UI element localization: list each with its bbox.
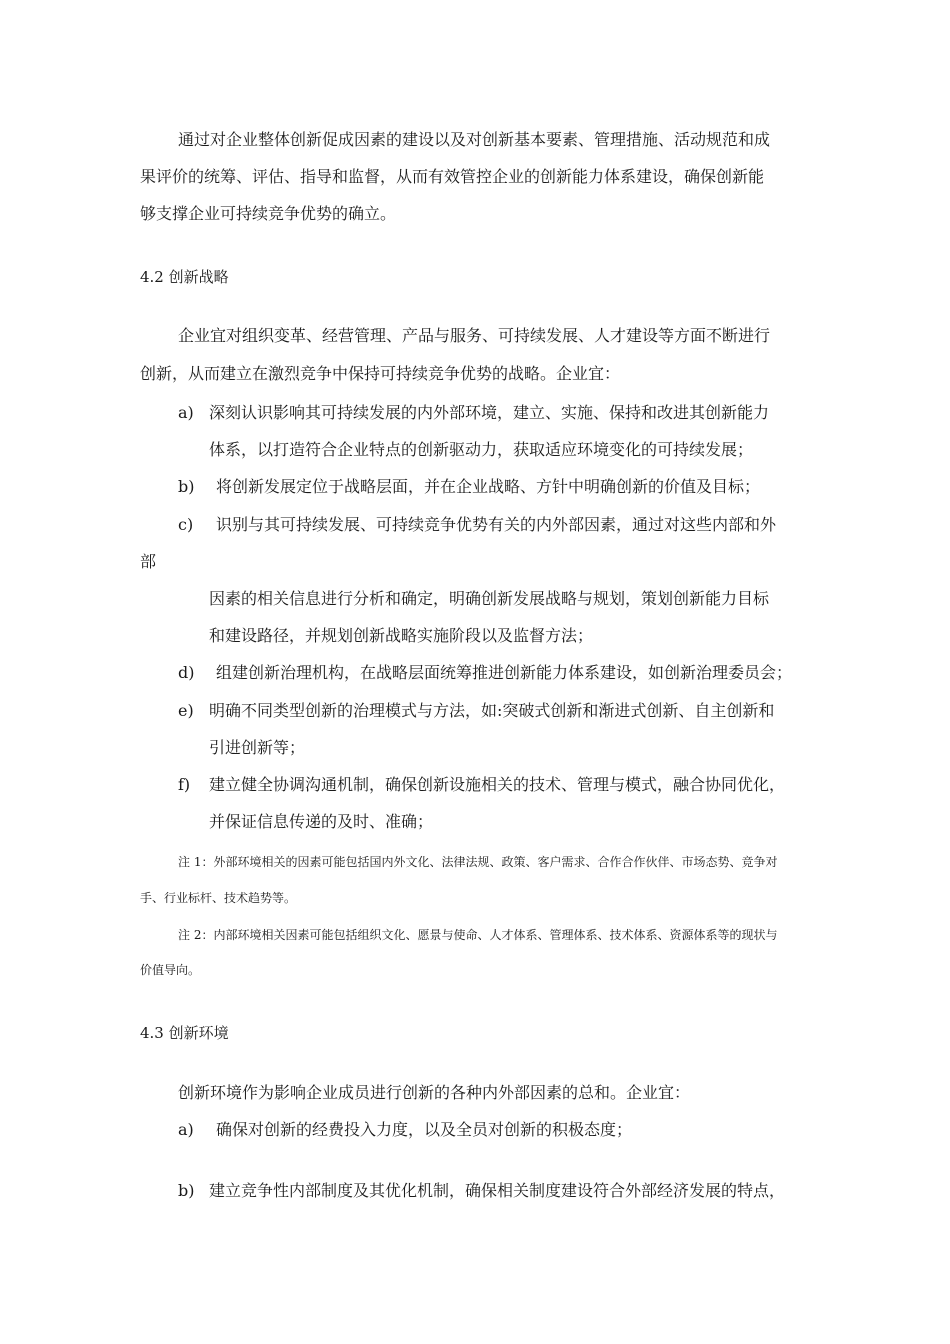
list-marker-f: f) [178,775,191,794]
list-item-b-line-1: 将创新发展定位于战略层面，并在企业战略、方针中明确创新的价值及目标； [216,477,761,496]
section-heading-4-2: 4.2 创新战略 [140,268,229,286]
list-marker-d: d) [178,663,195,682]
note-1-line-1: 注 1：外部环境相关的因素可能包括国内外文化、法律法规、政策、客户需求、合作合作伙伴、市场态势、竞争对 [178,855,778,869]
list-marker-b: b) [178,477,195,496]
note-1-line-2: 手、行业标杆、技术趋势等。 [140,891,297,905]
para-4-2-line-2: 创新，从而建立在激烈竞争中保持可持续竞争优势的战略。企业宜： [140,364,621,383]
intro-line-3: 够支撑企业可持续竞争优势的确立。 [140,204,397,223]
list-marker-4-3-b: b) [178,1181,195,1200]
list-item-e-line-2: 引进创新等； [209,738,306,757]
list-item-c-line-2: 部 [140,552,157,571]
list-item-f-line-1: 建立健全协调沟通机制，确保创新设施相关的技术、管理与模式，融合协同优化， [209,775,786,794]
intro-line-1: 通过对企业整体创新促成因素的建设以及对创新基本要素、管理措施、活动规范和成 [178,130,771,149]
list-marker-a: a) [178,403,194,422]
para-4-2-line-1: 企业宜对组织变革、经营管理、产品与服务、可持续发展、人才建设等方面不断进行 [178,326,771,345]
list-item-4-3-b-line-1: 建立竞争性内部制度及其优化机制，确保相关制度建设符合外部经济发展的特点， [209,1181,786,1200]
list-marker-e: e) [178,701,194,720]
section-heading-4-3: 4.3 创新环境 [140,1024,229,1042]
list-item-f-line-2: 并保证信息传递的及时、准确； [209,812,434,831]
note-2-line-1: 注 2：内部环境相关因素可能包括组织文化、愿景与使命、人才体系、管理体系、技术体系、资源体系等的现状与 [178,928,778,942]
list-item-c-line-3: 因素的相关信息进行分析和确定，明确创新发展战略与规划，策划创新能力目标 [209,589,770,608]
list-item-e-line-1: 明确不同类型创新的治理模式与方法，如:突破式创新和渐进式创新、自主创新和 [209,701,775,720]
list-item-d-line-1: 组建创新治理机构，在战略层面统筹推进创新能力体系建设，如创新治理委员会； [216,663,793,682]
list-item-a-line-2: 体系，以打造符合企业特点的创新驱动力，获取适应环境变化的可持续发展； [209,440,754,459]
list-marker-4-3-a: a) [178,1120,194,1139]
list-item-4-3-a-line-1: 确保对创新的经费投入力度，以及全员对创新的积极态度； [216,1120,633,1139]
para-4-3-line-1: 创新环境作为影响企业成员进行创新的各种内外部因素的总和。企业宜： [178,1083,691,1102]
list-item-a-line-1: 深刻认识影响其可持续发展的内外部环境，建立、实施、保持和改进其创新能力 [209,403,770,422]
list-item-c-line-1: 识别与其可持续发展、可持续竞争优势有关的内外部因素，通过对这些内部和外 [216,515,777,534]
note-2-line-2: 价值导向。 [140,963,201,977]
intro-line-2: 果评价的统筹、评估、指导和监督，从而有效管控企业的创新能力体系建设，确保创新能 [140,167,765,186]
list-marker-c: c) [178,515,194,534]
list-item-c-line-4: 和建设路径，并规划创新战略实施阶段以及监督方法； [209,626,594,645]
